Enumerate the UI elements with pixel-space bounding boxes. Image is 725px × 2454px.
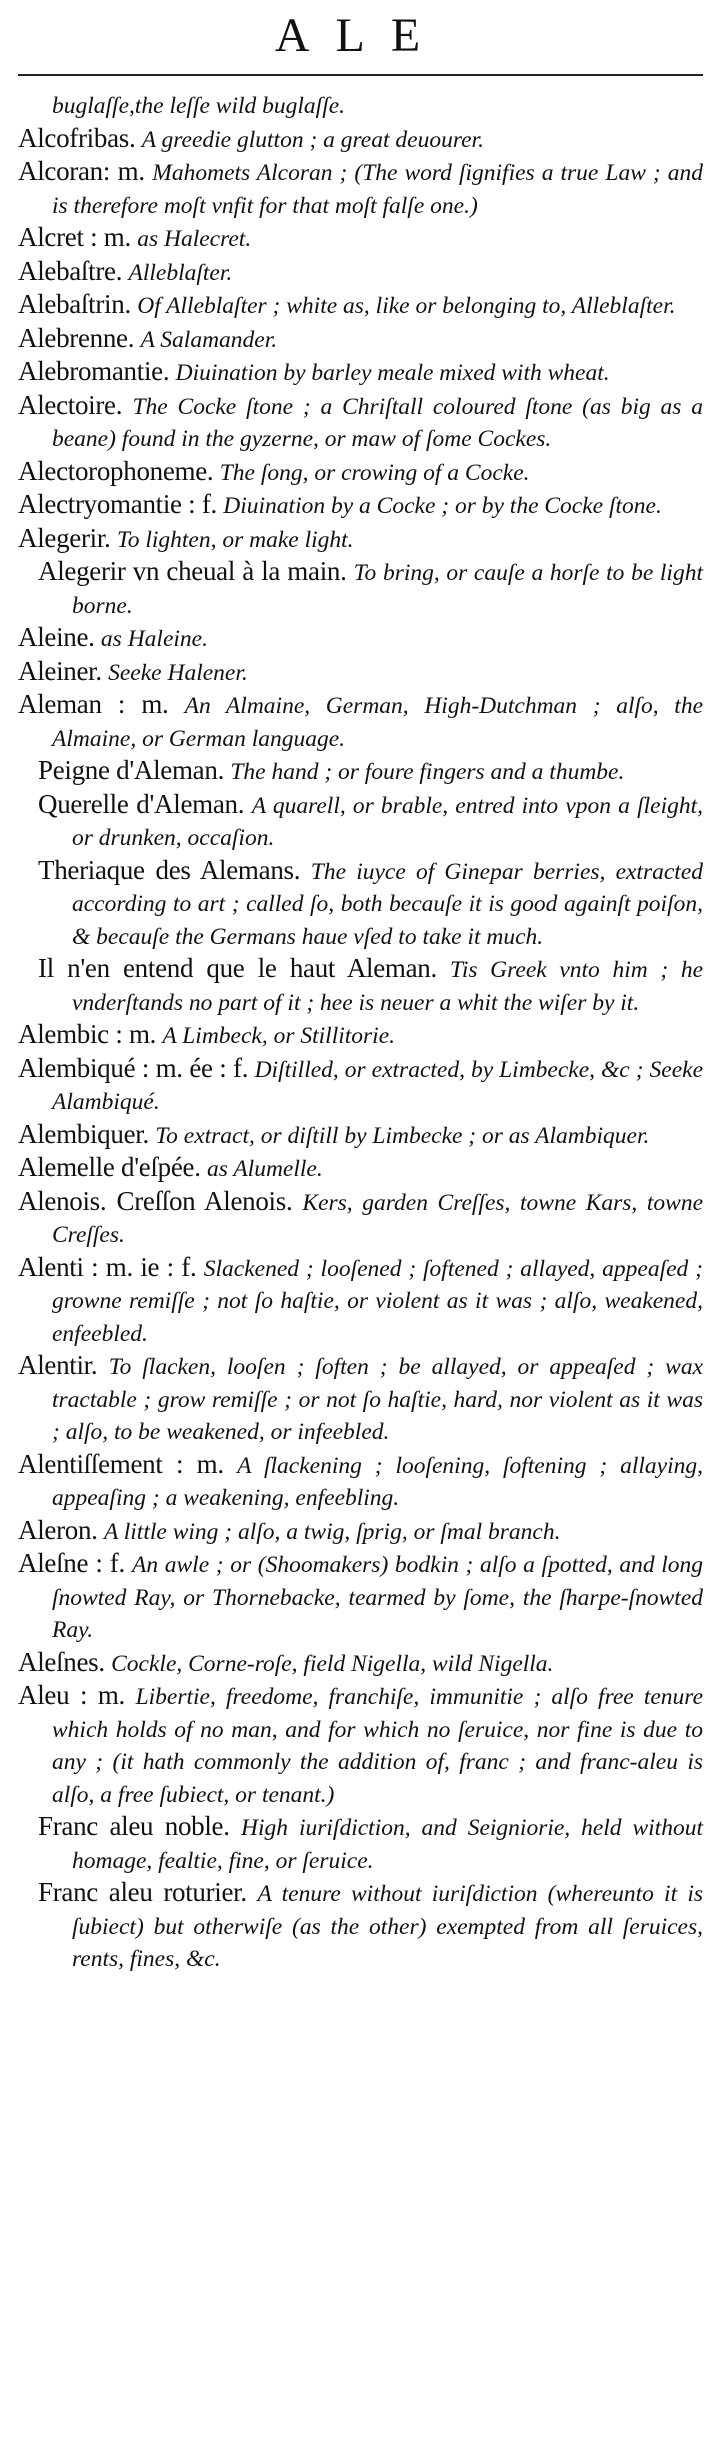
headword: Alenois. Creſſon Alenois. [18,1185,293,1216]
dictionary-entry [18,523,703,557]
sub-entry [18,953,703,1019]
definition: as Haleine. [100,626,208,652]
definition: Diuination by barley meale mixed with wheat. [175,360,610,386]
definition: The Cocke ſtone ; a Chriſtall coloured ſtone (as big as a beane) found in the gyzerne, or maw of ſome Cockes. [52,393,704,452]
definition: Alleblaſter. [128,259,233,286]
definition: A tenure without iuriſdiction (whereunto it is ſubiect) but otherwiſe (as the other) exempted from all ſeruices, rents, fines, &c. [72,1881,703,1972]
definition: A ſlackening ; looſening, ſoftening ; allaying, appeaſing ; a weakening, enfeebling. [52,1452,704,1511]
dictionary-entry [18,1019,703,1053]
headword: Alectryomantie : f. [18,489,217,519]
definition: An awle ; or (Shoomakers) bodkin ; alſo a ſpotted, and long ſnowted Ray, or Thornebacke, tearmed by ſome, the ſharpe-ſnowted Ray. [52,1552,703,1643]
headword: Aleiner. [18,655,102,686]
dictionary-entry [18,1350,703,1449]
definition: To bring, or cauſe a horſe to be light borne. [72,560,703,619]
definition: To extract, or diſtill by Limbecke ; or as Alambiquer. [155,1122,650,1149]
definition: The hand ; or foure fingers and a thumbe. [230,759,625,785]
dictionary-entry [18,456,703,490]
definition: High iuriſdiction, and Seigniorie, held without homage, fealtie, fine, or ſeruice. [72,1815,703,1874]
definition: A quarell, or brable, entred into vpon a ſleight, or drunken, occaſion. [72,792,704,851]
definition: A greedie glutton ; a great deuourer. [141,126,484,153]
definition: The ſong, or crowing of a Cocke. [219,459,530,486]
headword: Aleron. [18,1514,98,1545]
sub-entry [18,1877,703,1976]
dictionary-entry [18,1515,703,1549]
definition: Kers, garden Creſſes, towne Kars, towne Creſſes. [52,1189,703,1248]
definition: The iuyce of Ginepar berries, extracted according to art ; called ſo, both becauſe it is good againſt poiſon, & becauſe the Germans haue vſed to take it much. [72,858,703,950]
headword: Alebrenne. [18,322,135,353]
definition: To ſlacken, looſen ; ſoften ; be allayed, or appeaſed ; wax tractable ; grow remiſſe ; or not ſo haſtie, hard, nor violent as it was ; alſo, to be weakened, or infeebled. [52,1354,704,1445]
headword: Alembic : m. [18,1019,157,1049]
headword: Theriaque des Alemans. [38,854,301,885]
header-rule [18,74,703,76]
dictionary-entry [18,1680,703,1811]
definition: Diſtilled, or extracted, by Limbecke, &c ; Seeke Alambiqué. [52,1056,704,1115]
dictionary-entry [18,689,703,755]
definition: Diuination by a Cocke ; or by the Cocke ſtone. [223,493,662,519]
headword: Alectoire. [18,389,123,420]
headword: Peigne d'Aleman. [38,755,225,785]
headword: Alegerir vn cheual à la main. [38,556,347,586]
dictionary-entry [18,489,703,523]
headword: Alcret : m. [18,222,131,252]
headword: Franc aleu roturier. [38,1877,247,1907]
definition: Cockle, Corne-roſe, field Nigella, wild Nigella. [111,1650,554,1677]
dictionary-entry [18,356,703,390]
headword: Alemelle d'eſpée. [18,1152,201,1182]
headword: Aleman : m. [18,689,169,719]
definition: as Alumelle. [206,1156,323,1182]
headword: Querelle d'Aleman. [38,788,245,819]
definition: as Halecret. [137,226,252,252]
headword: Aleſne : f. [18,1548,125,1578]
headword: Alcofribas. [18,122,136,153]
page-header: ALE [274,9,447,62]
definition: Mahomets Alcoran ; (The word ſignifies a true Law ; and is therefore moſt vnfit for that moſt falſe one.) [52,160,703,219]
dictionary-entry [18,256,703,290]
dictionary-entry [18,1252,703,1351]
headword: Alectorophoneme. [18,455,214,486]
headword: Il n'en entend que le haut Aleman. [38,953,437,983]
sub-entry [18,755,703,789]
headword: Alembiquer. [18,1118,149,1149]
sub-entry [18,556,703,622]
definition: An Almaine, German, High-Dutchman ; alſo, the Almaine, or German language. [52,693,703,752]
definition: Of Alleblaſter ; white as, like or belonging to, Alleblaſter. [137,293,676,319]
dictionary-entry [18,1647,703,1681]
definition: Tis Greek vnto him ; he vnderſtands no part of it ; hee is neuer a whit the wiſer by it. [72,957,704,1016]
sub-entry [18,855,703,954]
dictionary-entry [18,123,703,157]
entry-list [18,90,703,1976]
headword: Aleine. [18,622,95,652]
headword: Alentir. [18,1350,98,1380]
dictionary-entry [18,90,703,123]
dictionary-entry [18,323,703,357]
definition: A Salamander. [140,326,278,353]
headword: Aleſnes. [18,1646,105,1677]
dictionary-entry [18,656,703,690]
definition: A little wing ; alſo, a twig, ſprig, or ſmal branch. [103,1518,561,1545]
definition: Libertie, freedome, franchiſe, immunitie ; alſo free tenure which holds of no man, and for which no ſeruice, nor fine is due to any ; (it hath commonly the addition of, franc ; and franc-aleu is alſo, a free ſubiect, or tenant.) [52,1684,703,1808]
headword: Alebaſtrin. [18,289,131,319]
headword: Alebaſtre. [18,255,123,286]
headword: Aleu : m. [18,1680,126,1710]
dictionary-entry [18,222,703,256]
definition: buglaſſe,the leſſe wild buglaſſe. [52,93,346,119]
dictionary-entry [18,1449,703,1515]
headword: Alenti : m. ie : f. [18,1251,197,1282]
sub-entry [18,789,703,855]
dictionary-entry [18,156,703,222]
definition: Slackened ; looſened ; ſoftened ; allayed, appeaſed ; growne remiſſe ; not ſo haſtie, or violent as it was ; alſo, weakened, enfeebled. [52,1255,703,1347]
dictionary-entry [18,289,703,323]
dictionary-entry [18,1548,703,1647]
dictionary-entry [18,1152,703,1186]
headword: Alegerir. [18,522,111,553]
headword: Alembiqué : m. ée : f. [18,1052,249,1083]
sub-entry [18,1811,703,1877]
dictionary-entry [18,390,703,456]
dictionary-entry [18,1119,703,1153]
dictionary-entry [18,622,703,656]
headword: Alebromantie. [18,356,170,386]
dictionary-entry [18,1186,703,1252]
definition: A Limbeck, or Stillitorie. [162,1023,396,1049]
definition: To lighten, or make light. [116,526,354,553]
headword: Alcoran: m. [18,156,145,186]
headword: Franc aleu noble. [38,1811,230,1841]
definition: Seeke Halener. [108,659,248,686]
headword: Alentiſſement : m. [18,1448,224,1479]
dictionary-entry [18,1053,703,1119]
